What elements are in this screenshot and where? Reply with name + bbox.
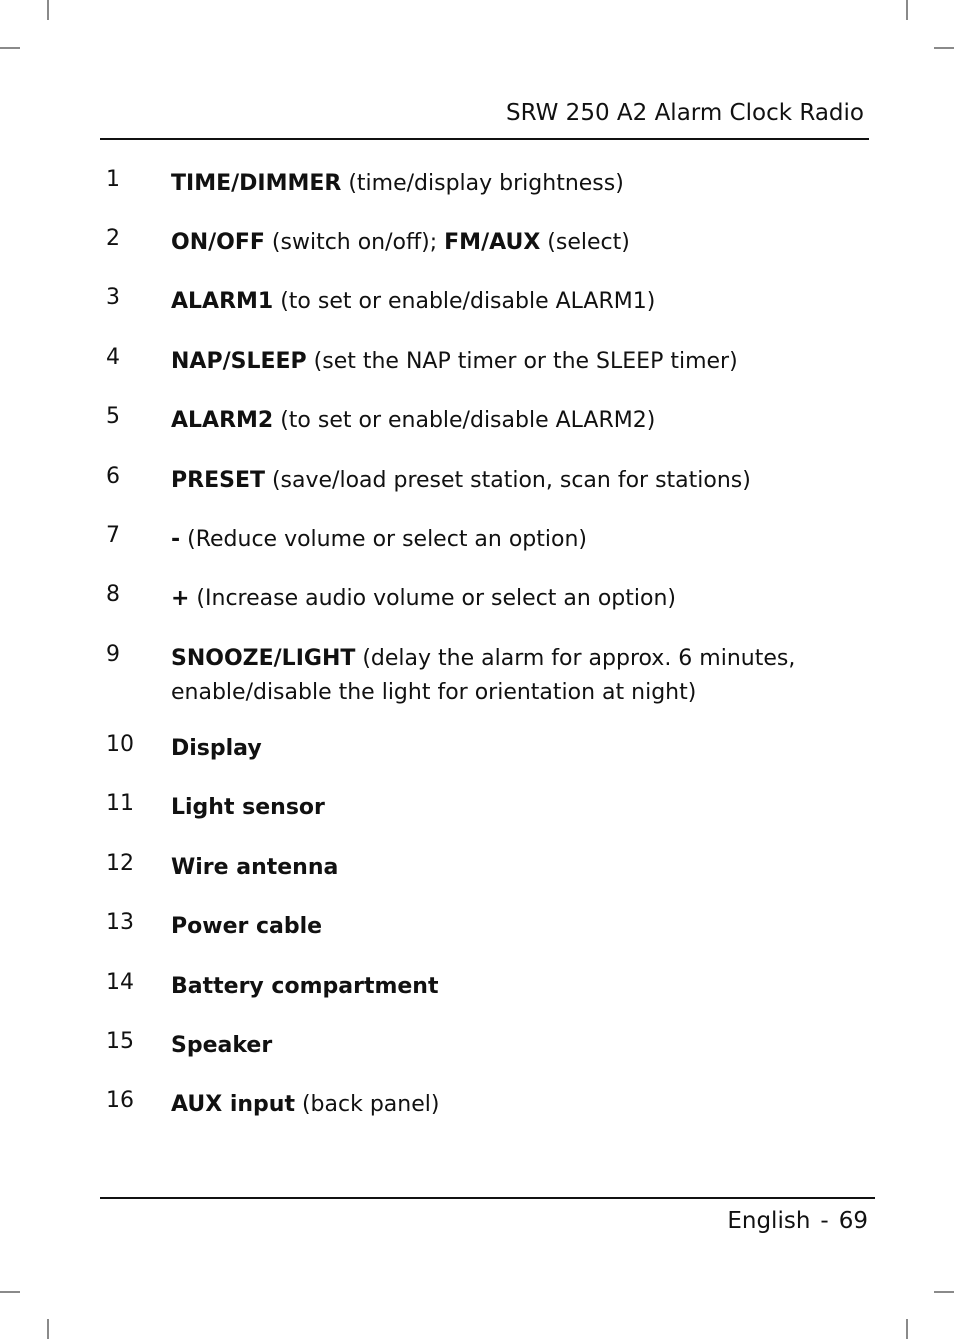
item-description-secondary: (select) — [540, 230, 630, 255]
crop-mark — [906, 0, 908, 20]
item-number: 5 — [106, 404, 120, 429]
item-term: PRESET — [171, 468, 265, 493]
page-footer — [727, 1205, 868, 1237]
item-number: 15 — [106, 1029, 134, 1054]
item-text — [171, 910, 811, 944]
crop-mark — [934, 1291, 954, 1293]
item-description: (Increase audio volume or select an option) — [189, 586, 676, 611]
item-description: (to set or enable/disable ALARM1) — [273, 289, 656, 314]
item-term: Light sensor — [171, 795, 325, 820]
header-divider — [100, 138, 869, 140]
item-number: 3 — [106, 285, 120, 310]
footer-language: English — [727, 1208, 811, 1234]
item-number: 11 — [106, 791, 134, 816]
item-text — [171, 167, 811, 201]
item-description: (to set or enable/disable ALARM2) — [273, 408, 656, 433]
item-text — [171, 642, 811, 710]
item-text — [171, 582, 811, 616]
item-text — [171, 285, 811, 319]
crop-mark — [47, 0, 49, 20]
item-term: Wire antenna — [171, 855, 339, 880]
item-term: AUX input — [171, 1092, 295, 1117]
item-term: ALARM1 — [171, 289, 274, 314]
item-term: NAP/SLEEP — [171, 349, 307, 374]
item-number: 12 — [106, 851, 134, 876]
item-number: 13 — [106, 910, 134, 935]
item-term: ALARM2 — [171, 408, 274, 433]
item-term: SNOOZE/LIGHT — [171, 646, 356, 671]
item-text — [171, 226, 811, 260]
item-text — [171, 464, 811, 498]
item-description: (save/load preset station, scan for stations) — [264, 468, 751, 493]
item-number: 14 — [106, 970, 134, 995]
item-text — [171, 1029, 811, 1063]
page-header-title: SRW 250 A2 Alarm Clock Radio — [505, 100, 864, 126]
item-text — [171, 970, 811, 1004]
item-number: 10 — [106, 732, 134, 757]
item-term: + — [171, 586, 190, 611]
item-text — [171, 404, 811, 438]
item-term: Power cable — [171, 914, 323, 939]
footer-divider — [100, 1197, 875, 1199]
item-number: 6 — [106, 464, 120, 489]
item-text — [171, 851, 811, 885]
item-term: Battery compartment — [171, 974, 439, 999]
crop-mark — [934, 47, 954, 49]
item-text — [171, 523, 811, 557]
item-term-secondary: FM/AUX — [444, 230, 541, 255]
footer-separator: - — [820, 1208, 829, 1234]
crop-mark — [0, 47, 20, 49]
item-term: TIME/DIMMER — [171, 171, 342, 196]
item-term: - — [171, 527, 181, 552]
item-description: (Reduce volume or select an option) — [180, 527, 588, 552]
item-description: (set the NAP timer or the SLEEP timer) — [306, 349, 738, 374]
item-number: 2 — [106, 226, 120, 251]
item-number: 1 — [106, 167, 120, 192]
item-term: Display — [171, 736, 262, 761]
item-term: Speaker — [171, 1033, 273, 1058]
crop-mark — [906, 1319, 908, 1339]
item-description: (delay the alarm for approx. 6 minutes, enable/disable the light for orientation at night) — [171, 646, 796, 705]
item-number: 8 — [106, 582, 120, 607]
item-description: (time/display brightness) — [341, 171, 624, 196]
item-number: 9 — [106, 642, 120, 667]
item-description: (switch on/off); — [264, 230, 445, 255]
item-number: 16 — [106, 1088, 134, 1113]
item-text — [171, 1088, 811, 1122]
crop-mark — [0, 1291, 20, 1293]
item-text — [171, 345, 811, 379]
crop-mark — [47, 1319, 49, 1339]
item-number: 7 — [106, 523, 120, 548]
page-number: 69 — [838, 1208, 868, 1234]
item-text — [171, 791, 811, 825]
item-description: (back panel) — [294, 1092, 440, 1117]
item-term: ON/OFF — [171, 230, 265, 255]
item-number: 4 — [106, 345, 120, 370]
item-text — [171, 732, 811, 766]
